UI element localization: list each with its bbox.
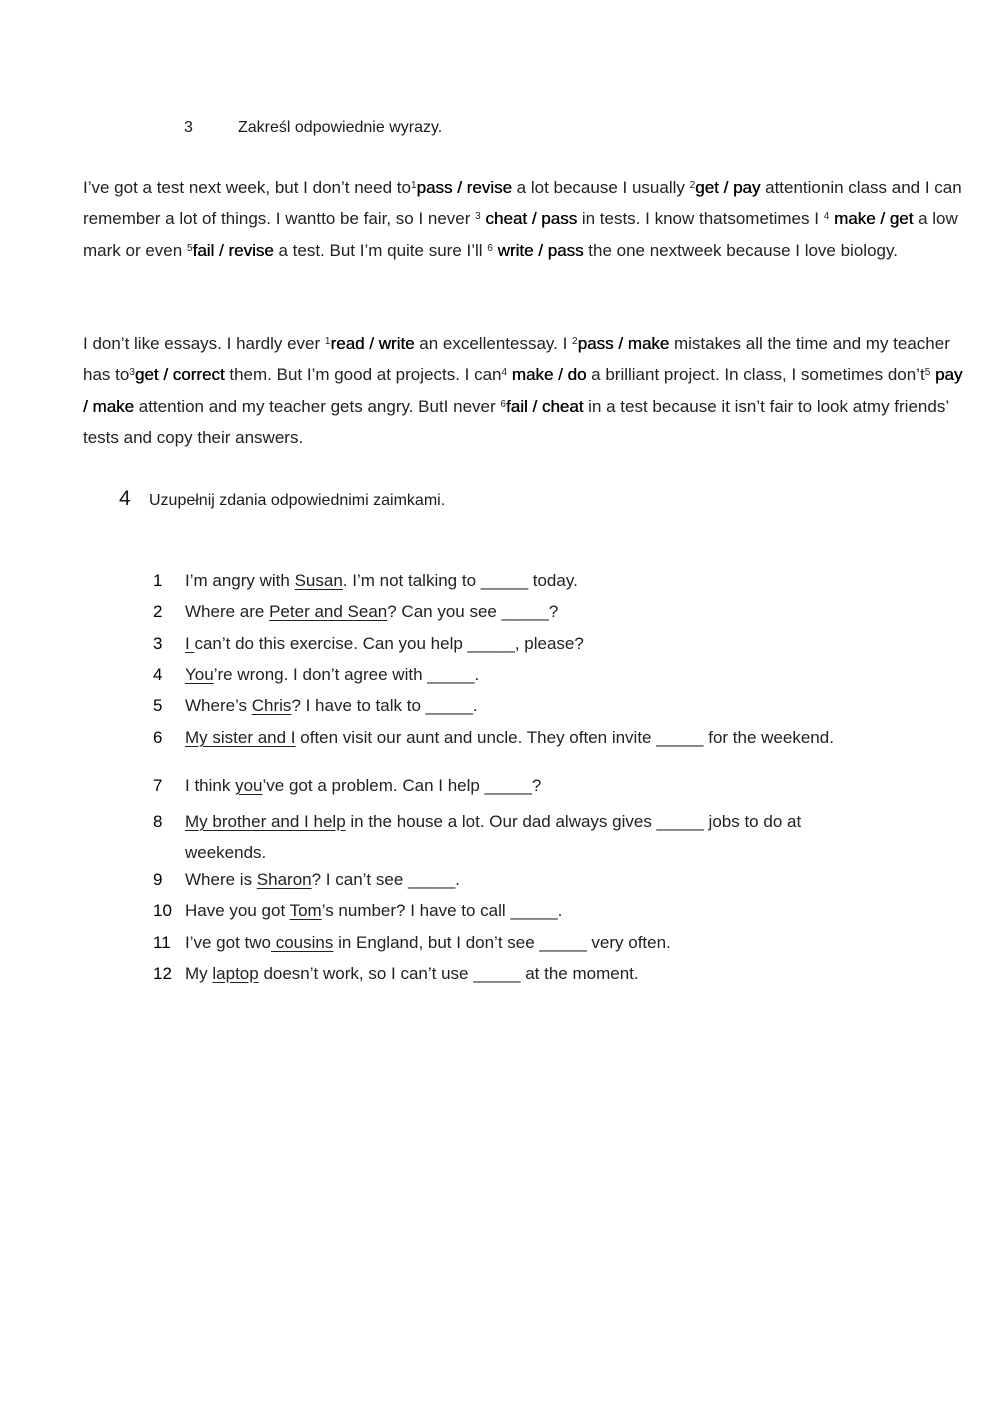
- item-number: 6: [153, 728, 163, 747]
- word-choice-option: cheat / pass: [480, 209, 578, 229]
- text-run: ’ve got a problem. Can I help _____?: [262, 776, 542, 795]
- item-number: 4: [153, 665, 163, 684]
- text-run: can’t do this exercise. Can you help _____, please?: [194, 634, 584, 653]
- underlined-referent: My sister and I: [185, 728, 296, 747]
- item-number: 8: [153, 812, 163, 831]
- text-run: the one nextweek because I love biology.: [583, 240, 898, 260]
- text-run: ? I can’t see _____.: [311, 870, 461, 889]
- item-sentence: [185, 569, 885, 593]
- item-number: 10: [153, 901, 172, 920]
- text-run: an excellentessay. I: [414, 334, 573, 353]
- text-run: I’ve got a test next week, but I don’t need to: [83, 178, 411, 197]
- item-sentence: [185, 868, 885, 892]
- text-run: My: [185, 964, 213, 983]
- gap-number: 1: [410, 180, 417, 191]
- text-run: attention and my teacher gets angry. ButI never: [134, 396, 501, 416]
- item-sentence: [185, 806, 885, 868]
- text-run: Where is: [185, 870, 257, 889]
- item-number: 11: [153, 933, 171, 952]
- text-run: I’m angry with: [185, 571, 295, 590]
- item-sentence: [185, 962, 885, 986]
- text-run: ? Can you see _____?: [387, 602, 559, 621]
- word-choice-option: read / write: [330, 334, 415, 353]
- exercise-4-title: Uzupełnij zdania odpowiednimi zaimkami.: [149, 492, 446, 509]
- word-choice-option: fail / revise: [192, 240, 274, 260]
- text-run: Have you got: [185, 901, 290, 920]
- text-run: a lot because I usually: [511, 178, 690, 197]
- gap-number: 4: [501, 367, 508, 379]
- underlined-referent: My brother and I help: [185, 812, 346, 831]
- text-run: I don’t like essays. I hardly ever: [83, 334, 325, 353]
- word-choice-option: make / do: [507, 365, 587, 385]
- item-number: 3: [153, 634, 163, 653]
- item-number: 5: [153, 696, 163, 715]
- gap-number: 3: [129, 367, 135, 379]
- text-run: in a test because it isn’t fair to look atmy friends’ tests and copy their answers.: [83, 396, 949, 447]
- text-run: often visit our aunt and uncle. They often invite _____ for the weekend.: [295, 728, 834, 747]
- text-run: I think: [185, 776, 236, 795]
- gap-number: 2: [689, 180, 696, 191]
- item-sentence: [185, 694, 885, 718]
- text-run: in the house a lot. Our dad always gives _____ jobs to do at weekends.: [185, 812, 802, 862]
- gap-number: 3: [475, 211, 481, 223]
- underlined-referent: I: [185, 634, 195, 653]
- item-sentence: [185, 600, 885, 624]
- text-run: doesn’t work, so I can’t use _____ at the moment.: [258, 964, 639, 983]
- word-choice-option: write / pass: [492, 240, 584, 260]
- item-sentence: [185, 931, 885, 955]
- underlined-referent: Chris: [251, 696, 292, 715]
- text-run: a test. But I’m quite sure I’ll: [273, 240, 488, 260]
- underlined-referent: You: [185, 665, 214, 684]
- exercise-3-heading: [184, 119, 442, 137]
- exercise-3-number: 3: [184, 119, 193, 136]
- text-run: in tests. I know thatsometimes I: [577, 209, 824, 229]
- word-choice-option: pass / revise: [416, 178, 512, 197]
- item-number: 1: [153, 571, 163, 590]
- item-sentence: [185, 663, 885, 687]
- text-run: . I’m not talking to _____ today.: [342, 571, 578, 590]
- word-choice-option: get / correct: [134, 365, 225, 385]
- item-number: 2: [153, 602, 163, 621]
- underlined-referent: Sharon: [256, 870, 312, 889]
- item-number: 12: [153, 964, 172, 983]
- word-choice-option: make / get: [829, 209, 914, 229]
- underlined-referent: cousins: [271, 933, 334, 952]
- exercise-3-title: Zakreśl odpowiednie wyrazy.: [238, 119, 443, 136]
- underlined-referent: Peter and Sean: [269, 602, 388, 621]
- item-number: 9: [153, 870, 163, 889]
- gap-number: 5: [186, 242, 193, 254]
- exercise-4-number: 4: [119, 487, 131, 510]
- word-choice-option: pass / make: [577, 334, 670, 353]
- text-run: ’s number? I have to call _____.: [321, 901, 563, 920]
- text-run: them. But I’m good at projects. I can: [224, 365, 502, 385]
- word-choice-option: fail / cheat: [505, 396, 584, 416]
- underlined-referent: you: [235, 776, 263, 795]
- exercise-4-heading: [119, 487, 445, 511]
- gap-number: 2: [572, 336, 578, 347]
- text-run: mistakes all the time and my teacher has to: [83, 334, 950, 385]
- text-run: I’ve got two: [185, 933, 271, 952]
- gap-number: 4: [823, 211, 830, 223]
- text-run: Where’s: [185, 696, 252, 715]
- text-run: ’re wrong. I don’t agree with _____.: [213, 665, 480, 684]
- gap-number: 6: [487, 242, 493, 254]
- text-run: a low mark or even: [83, 209, 958, 260]
- text-run: Where are: [185, 602, 270, 621]
- underlined-referent: laptop: [212, 964, 259, 983]
- gap-number: 6: [500, 398, 506, 410]
- text-run: in England, but I don’t see _____ very often.: [333, 933, 671, 952]
- text-run: a brilliant project. In class, I sometimes don’t: [586, 365, 925, 385]
- exercise-3-paragraph-2: [83, 328, 963, 453]
- word-choice-option: get / pay: [695, 178, 761, 197]
- item-sentence: [185, 632, 885, 656]
- underlined-referent: Tom: [289, 901, 322, 920]
- word-choice-option: pay / make: [83, 365, 963, 416]
- text-run: ? I have to talk to _____.: [291, 696, 478, 715]
- gap-number: 1: [324, 336, 331, 347]
- text-run: attentionin class and I can remember a lot of things. I wantto be fair, so I never: [83, 178, 962, 229]
- exercise-3-paragraph-1: [83, 172, 963, 266]
- item-sentence: [185, 899, 885, 923]
- underlined-referent: Susan: [294, 571, 343, 590]
- gap-number: 5: [924, 367, 931, 379]
- item-sentence: [185, 774, 885, 798]
- item-sentence: [185, 726, 885, 750]
- item-number: 7: [153, 776, 163, 795]
